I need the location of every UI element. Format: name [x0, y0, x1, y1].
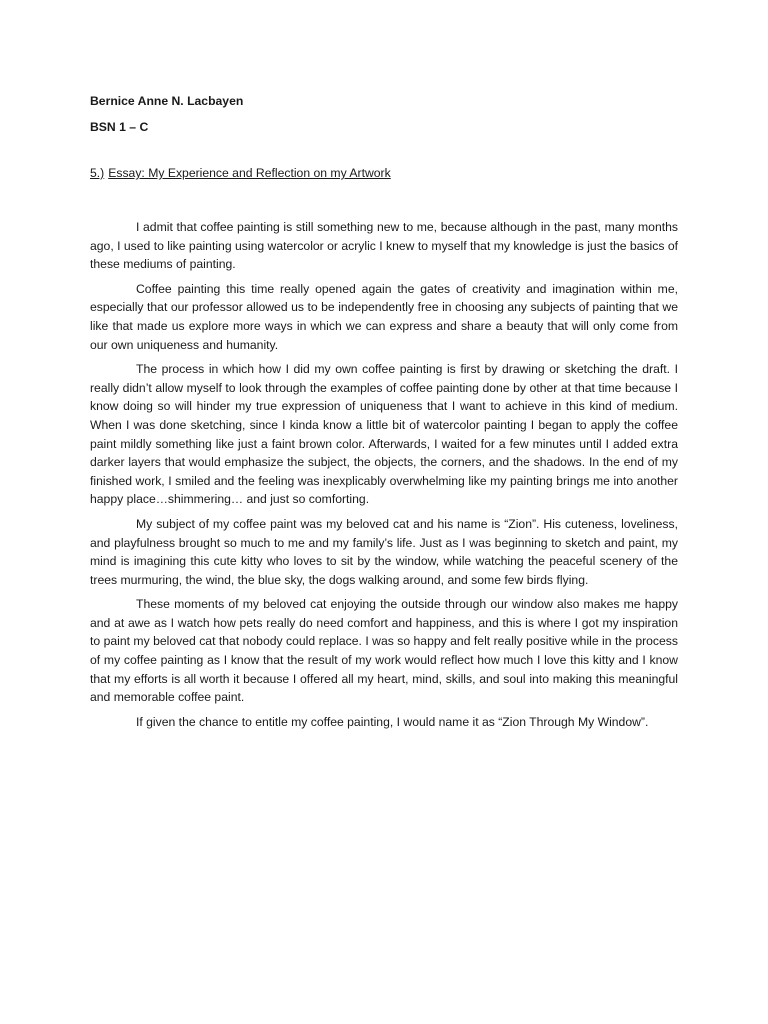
essay-number: 5.): [90, 166, 105, 180]
essay-paragraph: Coffee painting this time really opened again the gates of creativity and imagination within me, especially that our professor allowed us to be independently free in choosing any subjects of painting that we like that made us explore more ways in which we can express and share a beauty that will only come from our own uniqueness and humanity.: [90, 281, 678, 352]
essay-title: Essay: My Experience and Reflection on my Artwork: [108, 166, 391, 180]
essay-paragraph: My subject of my coffee paint was my beloved cat and his name is “Zion”. His cuteness, loveliness, and playfulness brought so much to me and my family’s life. Just as I was beginning to sketch and paint, my mind is imagining this cute kitty who loves to sit by the window, while watching the peaceful scenery of the trees murmuring, the wind, the blue sky, the dogs walking around, and some few birds flying.: [90, 516, 678, 587]
essay-paragraph: These moments of my beloved cat enjoying the outside through our window also makes me happy and at awe as I watch how pets really do need comfort and happiness, and this is where I got my inspiration to paint my beloved cat that nobody could replace. I was so happy and felt really positive while in the process of my coffee painting as I know that the result of my work would reflect how much I love this kitty and I know that my efforts is all worth it because I offered all my heart, mind, skills, and soul into making this meaningful and memorable coffee paint.: [90, 597, 678, 705]
essay-heading: [90, 164, 678, 182]
document-page: [90, 92, 678, 737]
essay-body: [90, 218, 678, 731]
essay-paragraph: The process in which how I did my own coffee painting is first by drawing or sketching the draft. I really didn’t allow myself to look through the examples of coffee painting done by other at that time because I know doing so will hinder my true expression of uniqueness that I want to achieve in this kind of medium. When I was done sketching, since I kinda know a little bit of watercolor painting I began to apply the coffee paint mildly something like just a faint brown color. Afterwards, I waited for a few minutes until I added extra darker layers that would emphasize the subject, the objects, the corners, and the shadows. In the end of my finished work, I smiled and the feeling was inexplicably overwhelming like my painting brings me into another happy place…shimmering… and just so comforting.: [90, 362, 678, 507]
author-name: Bernice Anne N. Lacbayen: [90, 94, 244, 108]
class-section: BSN 1 – C: [90, 120, 149, 134]
essay-paragraph: If given the chance to entitle my coffee painting, I would name it as “Zion Through My Window”.: [136, 714, 649, 729]
essay-paragraph: I admit that coffee painting is still something new to me, because although in the past, many months ago, I used to like painting using watercolor or acrylic I knew to myself that my knowledge is just the basics of these mediums of painting.: [90, 220, 678, 272]
